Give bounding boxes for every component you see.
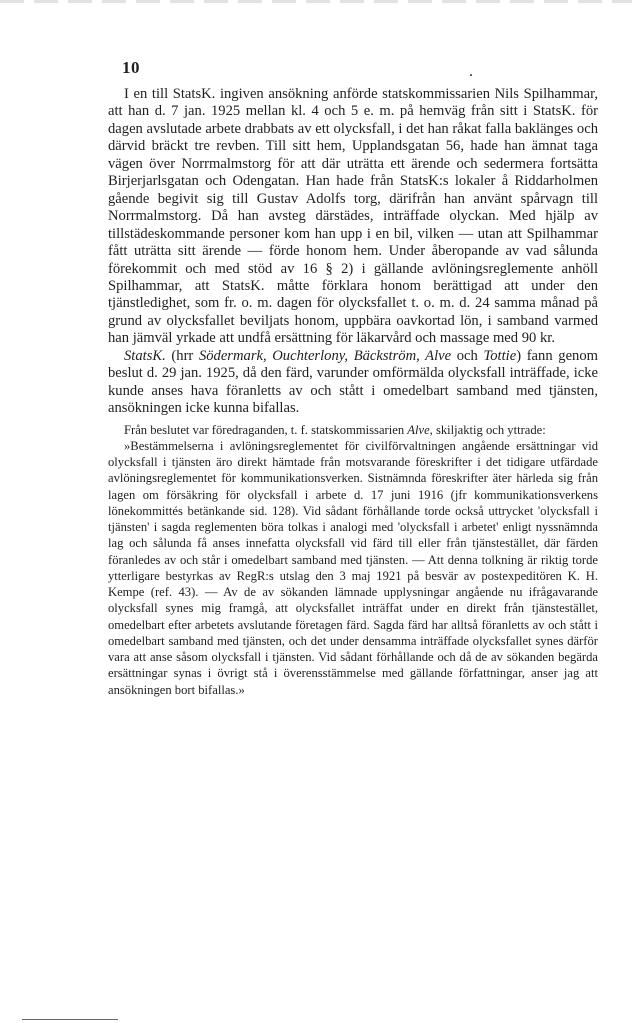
document-body bbox=[108, 86, 598, 698]
decision-och: och bbox=[451, 347, 484, 364]
top-edge-rule bbox=[0, 0, 632, 3]
paragraph-decision bbox=[108, 348, 598, 418]
dissent-intro-a: Från beslutet var föredraganden, t. f. statskommissarien bbox=[124, 422, 408, 437]
dissent-name: Alve bbox=[407, 422, 430, 437]
page-dot: . bbox=[469, 63, 473, 80]
dissent-intro-b: , skiljaktig och yttrade: bbox=[429, 422, 546, 437]
decision-names: Södermark, Ouchterlony, Bäckström, Alve bbox=[198, 347, 452, 364]
footer-rule bbox=[22, 1019, 118, 1020]
paragraph-application: I en till StatsK. ingiven ansökning anförde statskommissarien Nils Spilhammar, att han d. 7 jan. 1925 mellan kl. 4 och 5 e. m. på hemväg från sitt i StatsK. för dagen avslutade arbete drabbats av ett olycksfall, i det han råkat falla baklänges och därvid bräckt tre revben. Till sitt hem, Upplandsgatan 56, hade han ämnat taga vägen över Norrmalmstorg för att där uträtta ett ärende och sedermera fortsätta Birjerjarlsgatan och Odengatan. Han hade från StatsK:s lokaler å Riddarholmen gående begivit sig till Gustav Adolfs torg, därifrån han använt spårvagn till Norrmalmstorg. Då han avsteg därstädes, inträffade olyckan. Med hjälp av tillstädeskommande personer kom han upp i en bil, vilken — utan att Spilhammar fått uträtta sitt ärende — förde honom hem. Under åberopande av vad sålunda förekommit och med stöd av 16 § 2) i gällande avlöningsreglemente anhöll Spilhammar, att StatsK. måtte förklara honom berättigad att under den tjänstledighet, som fr. o. m. dagen för olycksfallet t. o. m. d. 24 samma månad på grund av olycksfallet beviljats honom, uppbära oavkortad lön, i samband varmed han jämväl yrkade att undfå ersättning för läkarvård och massage med 90 kr. bbox=[108, 86, 598, 347]
page-number: 10 bbox=[122, 58, 140, 77]
decision-lead: StatsK. bbox=[124, 347, 166, 364]
dissent-section bbox=[108, 422, 598, 698]
decision-rest: ) fann genom beslut d. 29 jan. 1925, då den färd, varunder omförmälda olycksfall inträffade, icke kunde anses hava föranletts av och stått i omedelbart samband med tjänsten, ansökningen icke kunna bifallas. bbox=[108, 347, 598, 417]
dissent-intro bbox=[108, 422, 598, 438]
main-text bbox=[108, 86, 598, 418]
dissent-quote: »Bestämmelserna i avlöningsreglementet för civilförvaltningen angående ersättningar vid olycksfall i tjänsten äro direkt hämtade från motsvarande föreskrifter i det tidigare utfärdade avlöningsreglementet för kommunikationsverken. Sistnämnda föreskrifter äter härleda sig från lagen om försäkring för olycksfall i arbete d. 17 juni 1916 (jfr kommunikationsverkens lönekommittés betänkande sid. 128). Vid sådant förhållande torde också uttrycket 'olycksfall i tjänsten' i sagda reglementen böra tolkas i analogi med 'olycksfall i arbetet' enligt nyssnämnda lag och sålunda få anses innefatta olycksfall vid färd till eller från tjänstestället, där färden föranledes av och står i omedelbart samband med tjänsten. — Att denna tolkning är riktig torde ytterligare bestyrkas av RegR:s utslag den 3 maj 1921 på besvär av postexpeditören K. H. Kempe (ref. 43). — Av de av sökanden lämnade upplysningar angående nu ifrågavarande olycksfall synes mig framgå, att olycksfallet inträffat under en direkt från tjänstestället, omedelbart efter arbetets avslutande företagen färd. Sagda färd har alltså föranletts av och stått i omedelbart samband med tjänsten, och det under densamma inträffade olycksfallet synes därför vara att anse såsom olycksfall i tjänsten. Vid sådant förhållande och då de av sökanden begärda ersättningar synas i övrigt stå i överensstämmelse med gällande författningar, anser jag att ansökningen bort bifallas.» bbox=[108, 438, 598, 697]
decision-open: (hrr bbox=[165, 347, 199, 364]
decision-last-name: Tottie bbox=[483, 347, 517, 364]
